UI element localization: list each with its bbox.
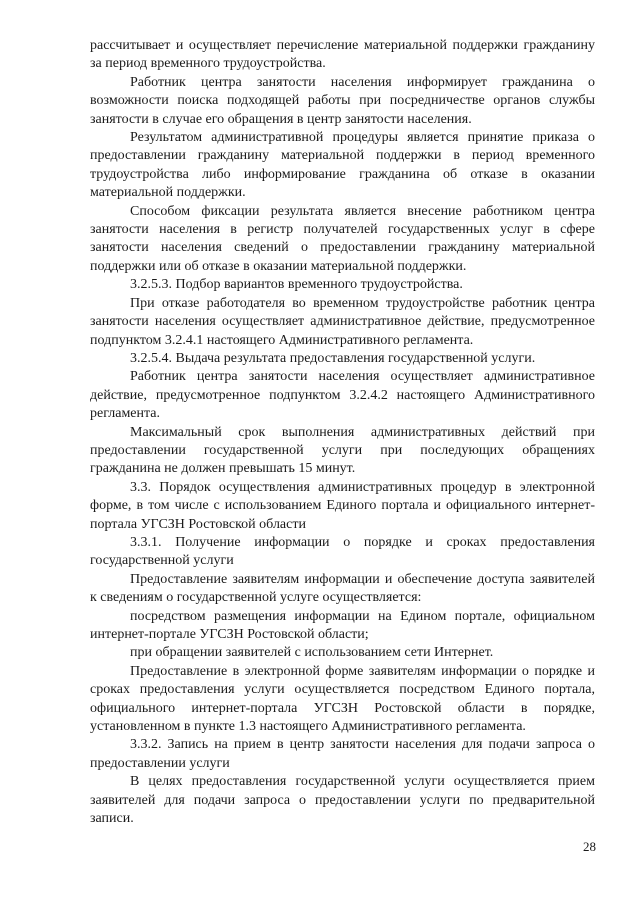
section-heading-3-2-5-3: 3.2.5.3. Подбор вариантов временного трудоустройства. [130, 277, 463, 293]
paragraph: В целях предоставления государственной услуги осуществляется прием заявителей для подачи запроса о предоставлении услуги по предварительной записи. [90, 774, 595, 827]
paragraph: Максимальный срок выполнения административных действий при предоставлении государственной услуги при последующих обращениях гражданина не должен превышать 15 минут. [90, 424, 595, 477]
section-heading-3-3: 3.3. Порядок осуществления административных процедур в электронной форме, в том числе с использованием Единого портала и официального интернет-портала УГСЗН Ростовской области [90, 479, 595, 532]
paragraph: Результатом административной процедуры является принятие приказа о предоставлении гражданину материальной поддержки в период временного трудоустройства либо информирование гражданина об отказе в оказании материальной поддержки. [90, 130, 595, 201]
paragraph-continuation: рассчитывает и осуществляет перечисление материальной поддержки гражданину за период временного трудоустройства. [90, 38, 595, 72]
list-item: посредством размещения информации на Едином портале, официальном интернет-портале УГСЗН Ростовской области; [90, 608, 595, 642]
paragraph: Предоставление заявителям информации и обеспечение доступа заявителей к сведениям о государственной услуге осуществляется: [90, 571, 595, 606]
section-heading-3-3-1: 3.3.1. Получение информации о порядке и сроках предоставления государственной услуги [90, 534, 595, 569]
section-heading-3-2-5-4: 3.2.5.4. Выдача результата предоставления государственной услуги. [130, 350, 536, 366]
paragraph: Способом фиксации результата является внесение работником центра занятости населения в регистр получателей государственных услуг в сфере занятости населения сведений о предоставлении гражданину материальной поддержки или об отказе в оказании материальной поддержки. [90, 203, 595, 274]
document-body [90, 37, 595, 828]
page-number: 28 [583, 839, 596, 854]
paragraph: Работник центра занятости населения осуществляет административное действие, предусмотренное подпунктом 3.2.4.2 настоящего Административного регламента. [90, 369, 595, 422]
section-heading-3-3-2: 3.3.2. Запись на прием в центр занятости населения для подачи запроса о предоставлении услуги [90, 737, 595, 771]
paragraph: Предоставление в электронной форме заявителям информации о порядке и сроках предоставления услуги осуществляется посредством Единого портала, официального интернет-портала УГСЗН Ростовской области в порядке, установленном в пункте 1.3 настоящего Административного регламента. [90, 663, 595, 735]
paragraph: Работник центра занятости населения информирует гражданина о возможности поиска подходящей работы при посредничестве органов службы занятости в случае его обращения в центр занятости населения. [90, 74, 595, 127]
list-item: при обращении заявителей с использованием сети Интернет. [130, 645, 494, 661]
paragraph: При отказе работодателя во временном трудоустройстве работник центра занятости населения осуществляет административное действие, предусмотренное подпунктом 3.2.4.1 настоящего Административного регламента. [90, 295, 595, 348]
